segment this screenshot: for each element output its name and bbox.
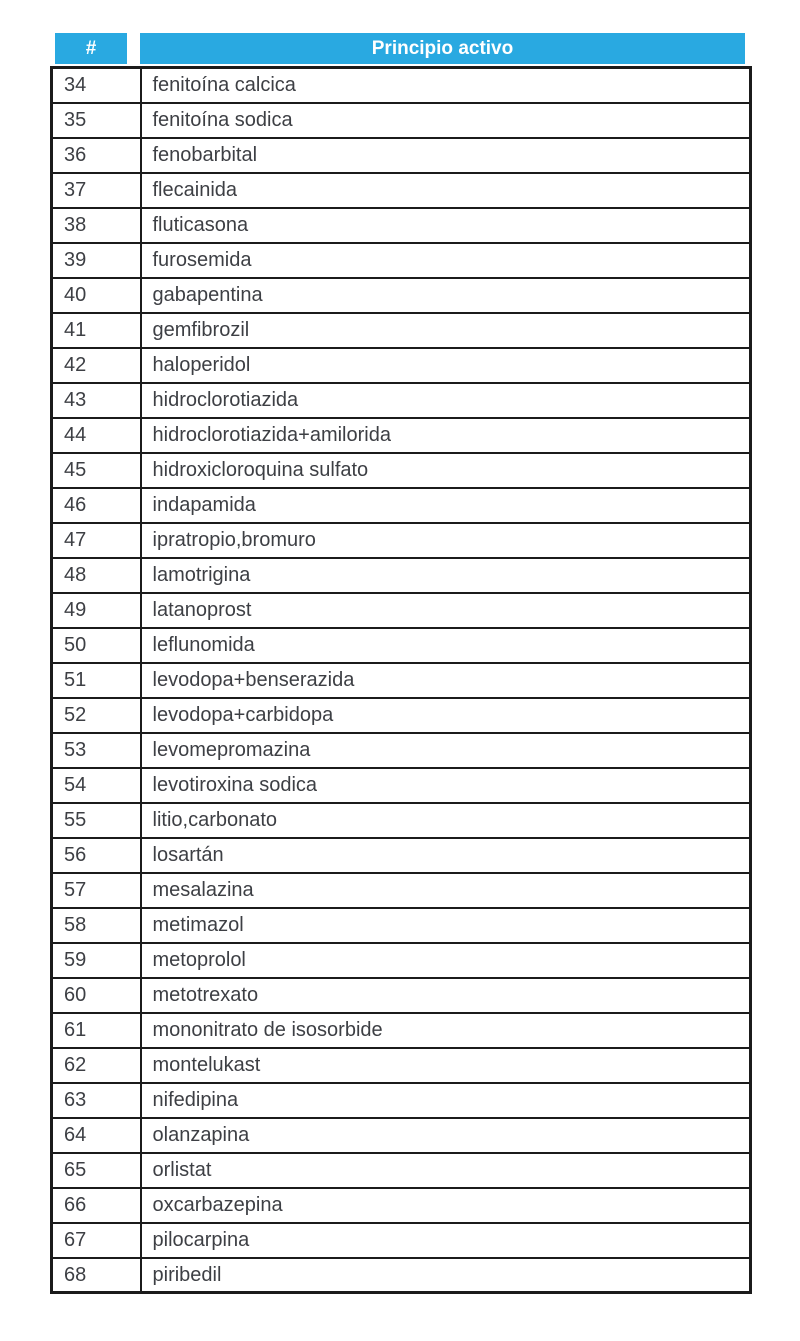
row-principio-activo-cell: piribedil [141, 1258, 751, 1293]
row-number-cell: 36 [52, 138, 141, 173]
table-row [52, 1013, 751, 1048]
table-row [52, 1048, 751, 1083]
row-number-cell: 54 [52, 768, 141, 803]
row-number-cell: 40 [52, 278, 141, 313]
row-principio-activo-cell: metotrexato [141, 978, 751, 1013]
table-row [52, 558, 751, 593]
row-number-cell: 48 [52, 558, 141, 593]
row-principio-activo-cell: metimazol [141, 908, 751, 943]
row-principio-activo-cell: hidroclorotiazida [141, 383, 751, 418]
row-principio-activo-cell: fluticasona [141, 208, 751, 243]
row-number-cell: 55 [52, 803, 141, 838]
table-row [52, 68, 751, 103]
table-row [52, 978, 751, 1013]
row-number-cell: 64 [52, 1118, 141, 1153]
table-row [52, 173, 751, 208]
row-principio-activo-cell: lamotrigina [141, 558, 751, 593]
row-number-cell: 51 [52, 663, 141, 698]
header-cell-number: # [55, 33, 127, 64]
row-number-cell: 38 [52, 208, 141, 243]
table-row [52, 313, 751, 348]
row-principio-activo-cell: levomepromazina [141, 733, 751, 768]
row-principio-activo-cell: fenitoína sodica [141, 103, 751, 138]
row-principio-activo-cell: gabapentina [141, 278, 751, 313]
row-number-cell: 65 [52, 1153, 141, 1188]
row-number-cell: 35 [52, 103, 141, 138]
row-number-cell: 66 [52, 1188, 141, 1223]
table-row [52, 628, 751, 663]
table-row [52, 103, 751, 138]
row-principio-activo-cell: levotiroxina sodica [141, 768, 751, 803]
principio-activo-table [50, 66, 752, 1294]
table-row [52, 803, 751, 838]
table-row [52, 208, 751, 243]
row-principio-activo-cell: hidroclorotiazida+amilorida [141, 418, 751, 453]
row-number-cell: 62 [52, 1048, 141, 1083]
row-principio-activo-cell: latanoprost [141, 593, 751, 628]
row-number-cell: 56 [52, 838, 141, 873]
row-number-cell: 44 [52, 418, 141, 453]
table-row [52, 418, 751, 453]
row-number-cell: 49 [52, 593, 141, 628]
row-principio-activo-cell: litio,carbonato [141, 803, 751, 838]
row-principio-activo-cell: fenobarbital [141, 138, 751, 173]
row-number-cell: 45 [52, 453, 141, 488]
table-row [52, 943, 751, 978]
row-number-cell: 42 [52, 348, 141, 383]
row-number-cell: 67 [52, 1223, 141, 1258]
row-principio-activo-cell: haloperidol [141, 348, 751, 383]
header-cell-principio-activo: Principio activo [140, 33, 745, 64]
row-principio-activo-cell: olanzapina [141, 1118, 751, 1153]
row-number-cell: 41 [52, 313, 141, 348]
row-number-cell: 59 [52, 943, 141, 978]
row-principio-activo-cell: mesalazina [141, 873, 751, 908]
row-number-cell: 46 [52, 488, 141, 523]
row-number-cell: 34 [52, 68, 141, 103]
table-row [52, 908, 751, 943]
table-row [52, 733, 751, 768]
row-number-cell: 39 [52, 243, 141, 278]
row-number-cell: 63 [52, 1083, 141, 1118]
table-row [52, 383, 751, 418]
row-number-cell: 43 [52, 383, 141, 418]
row-principio-activo-cell: indapamida [141, 488, 751, 523]
row-number-cell: 52 [52, 698, 141, 733]
row-principio-activo-cell: fenitoína calcica [141, 68, 751, 103]
table-row [52, 348, 751, 383]
table-row [52, 1153, 751, 1188]
row-principio-activo-cell: hidroxicloroquina sulfato [141, 453, 751, 488]
row-principio-activo-cell: oxcarbazepina [141, 1188, 751, 1223]
table-row [52, 243, 751, 278]
table-row [52, 523, 751, 558]
row-number-cell: 60 [52, 978, 141, 1013]
row-principio-activo-cell: furosemida [141, 243, 751, 278]
row-number-cell: 37 [52, 173, 141, 208]
row-principio-activo-cell: leflunomida [141, 628, 751, 663]
table-row [52, 1188, 751, 1223]
table-row [52, 138, 751, 173]
table-row [52, 663, 751, 698]
table-row [52, 593, 751, 628]
table-row [52, 1118, 751, 1153]
row-number-cell: 61 [52, 1013, 141, 1048]
row-principio-activo-cell: nifedipina [141, 1083, 751, 1118]
row-principio-activo-cell: levodopa+benserazida [141, 663, 751, 698]
row-number-cell: 47 [52, 523, 141, 558]
table-row [52, 838, 751, 873]
row-number-cell: 68 [52, 1258, 141, 1293]
table-row [52, 1258, 751, 1293]
table-row [52, 453, 751, 488]
row-number-cell: 53 [52, 733, 141, 768]
row-principio-activo-cell: ipratropio,bromuro [141, 523, 751, 558]
row-principio-activo-cell: flecainida [141, 173, 751, 208]
table-row [52, 1223, 751, 1258]
table-row [52, 873, 751, 908]
row-number-cell: 50 [52, 628, 141, 663]
table-row [52, 698, 751, 733]
row-principio-activo-cell: metoprolol [141, 943, 751, 978]
row-number-cell: 57 [52, 873, 141, 908]
row-principio-activo-cell: mononitrato de isosorbide [141, 1013, 751, 1048]
table-row [52, 278, 751, 313]
row-principio-activo-cell: pilocarpina [141, 1223, 751, 1258]
table-row [52, 768, 751, 803]
row-principio-activo-cell: levodopa+carbidopa [141, 698, 751, 733]
table-header-row [55, 33, 745, 64]
table-row [52, 488, 751, 523]
table-row [52, 1083, 751, 1118]
row-principio-activo-cell: gemfibrozil [141, 313, 751, 348]
row-number-cell: 58 [52, 908, 141, 943]
row-principio-activo-cell: montelukast [141, 1048, 751, 1083]
row-principio-activo-cell: orlistat [141, 1153, 751, 1188]
row-principio-activo-cell: losartán [141, 838, 751, 873]
